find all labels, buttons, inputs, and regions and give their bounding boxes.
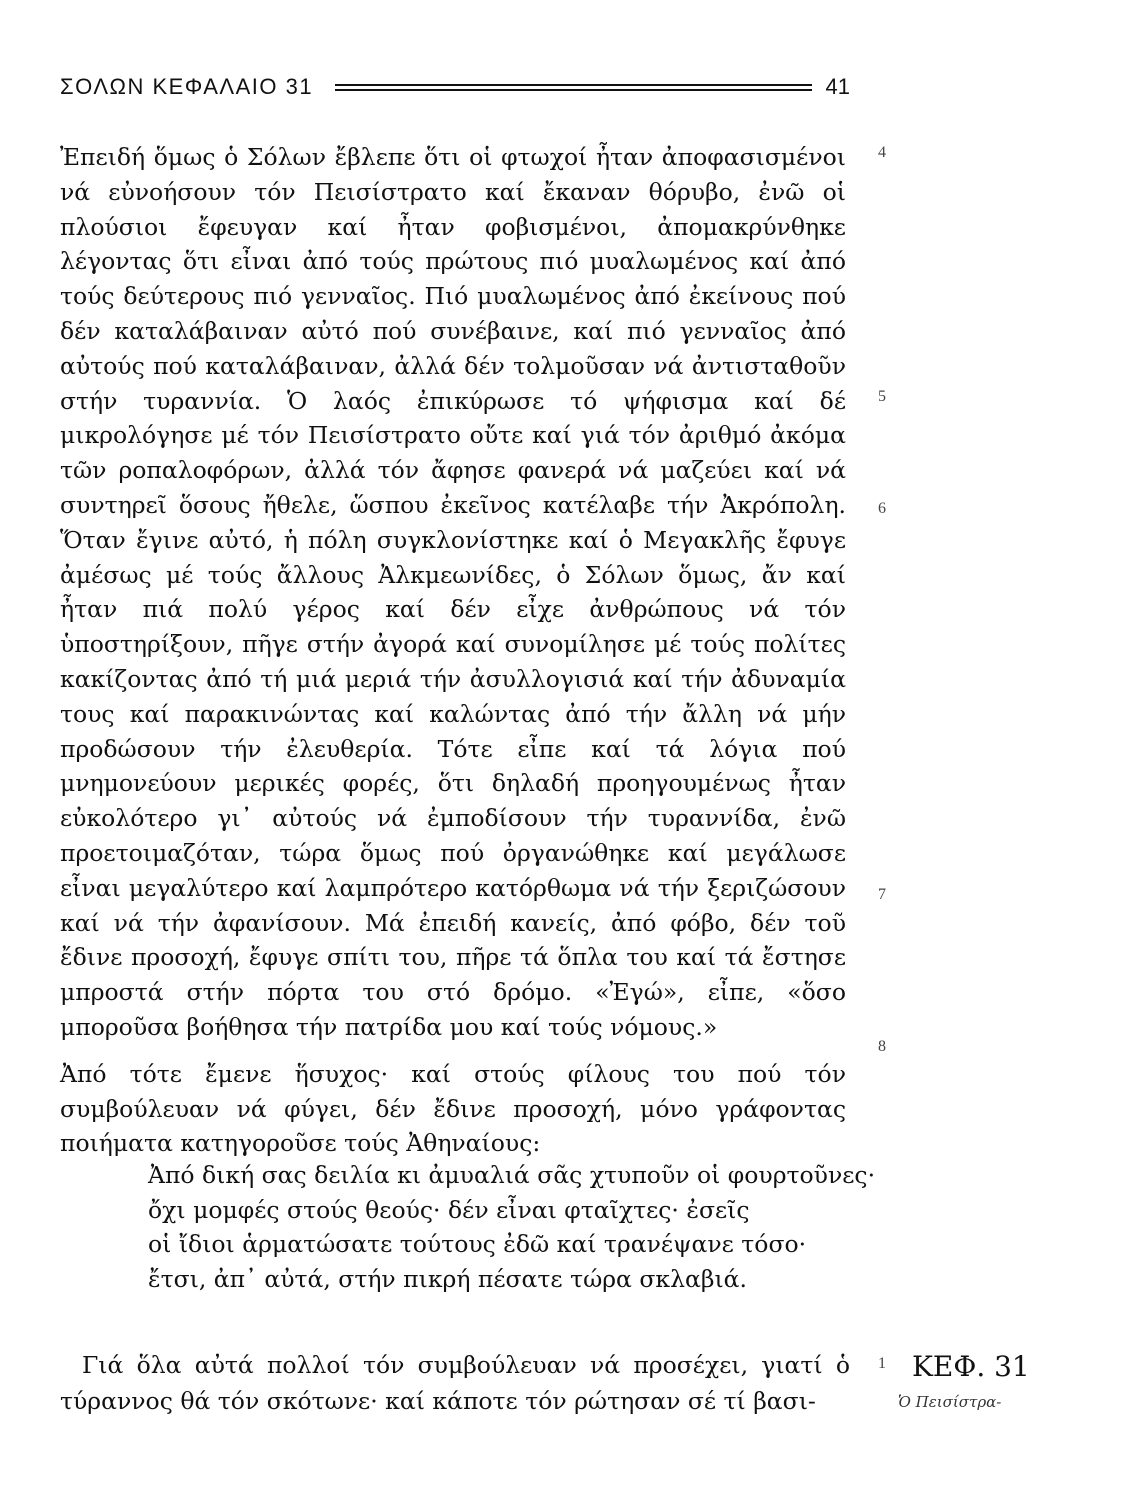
paragraph-2: Ἀπό τότε ἔμενε ἥσυχος· καί στούς φίλους του πού τόν συμβούλευαν νά φύγει, δέν ἔδινε προσοχή, μόνο γράφοντας ποιήματα κατηγοροῦσε τούς Ἀθηναίους: xyxy=(60,1059,846,1158)
margin-number-4: 4 xyxy=(878,144,886,161)
chapter-31-text xyxy=(60,1347,850,1419)
verse-line: οἱ ἴδιοι ἁρματώσατε τούτους ἐδῶ καί τρανέψανε τόσο· xyxy=(148,1230,807,1259)
running-header xyxy=(60,70,850,104)
verse-line: Ἀπό δική σας δειλία κι ἀμυαλιά σᾶς χτυποῦν οἱ φουρτοῦνες· xyxy=(148,1161,876,1189)
chapter-subtitle: Ὁ Πεισίστρα- xyxy=(898,1393,1002,1411)
margin-number-8: 8 xyxy=(878,1038,886,1055)
verse-line: ὄχι μομφές στούς θεούς· δέν εἶναι φταῖχτες· ἐσεῖς xyxy=(148,1195,750,1224)
chapter-label: ΚΕΦ. 31 xyxy=(912,1350,1030,1383)
paragraph-1: Ἐπειδή ὅμως ὁ Σόλων ἔβλεπε ὅτι οἱ φτωχοί ἦταν ἀποφασισμένοι νά εὐνοήσουν τόν Πεισίστρατο καί ἔκαναν θόρυβο, ἐνῶ οἱ πλούσιοι ἔφευγαν καί ἦταν φοβισμένοι, ἀπομακρύνθηκε λέγοντας ὅτι εἶναι ἀπό τούς πρώτους πιό μυαλωμένος καί ἀπό τούς δεύτερους πιό γενναῖος. Πιό μυαλωμένος ἀπό ἐκείνους πού δέν καταλάβαιναν αὐτό πού συνέβαινε, καί πιό γενναῖος ἀπό αὐτούς πού καταλάβαιναν, ἀλλά δέν τολμοῦσαν νά ἀντισταθοῦν στήν τυραννία. Ὁ λαός ἐπικύρωσε τό ψήφισμα καί δέ μικρολόγησε μέ τόν Πεισίστρατο οὔτε καί γιά τόν ἀριθμό ἀκόμα τῶν ροπαλοφόρων, ἀλλά τόν ἄφησε φανερά νά μαζεύει καί νά συντηρεῖ ὅσους ἤθελε, ὥσπου ἐκεῖνος κατέλαβε τήν Ἀκρόπολη. Ὅταν ἔγινε αὐτό, ἡ πόλη συγκλονίστηκε καί ὁ Μεγακλῆς ἔφυγε ἀμέσως μέ τούς ἄλλους Ἀλκμεωνίδες, ὁ Σόλων ὅμως, ἄν καί ἦταν πιά πολύ γέρος καί δέν εἶχε ἀνθρώπους νά τόν ὑποστηρίξουν, πῆγε στήν ἀγορά καί συνομίλησε μέ τούς πολίτες κακίζοντας ἀπό τή μιά μεριά τήν ἀσυλλογισιά καί τήν ἀδυναμία τους καί παρακινώντας καί καλώντας ἀπό τήν ἄλλη νά μήν προδώσουν τήν ἐλευθερία. Τότε εἶπε καί τά λόγια πού μνημονεύουν μερικές φορές, ὅτι δηλαδή προηγουμένως ἦταν εὐκολότερο γι᾿ αὐτούς νά ἐμποδίσουν τήν τυραννίδα, ἐνῶ προετοιμαζόταν, τώρα ὅμως πού ὀργανώθηκε καί μεγάλωσε εἶναι μεγαλύτερο καί λαμπρότερο κατόρθωμα νά τήν ξεριζώσουν καί νά τήν ἀφανίσουν. Μά ἐπειδή κανείς, ἀπό φόβο, δέν τοῦ ἔδινε προσοχή, ἔφυγε σπίτι του, πῆρε τά ὅπλα του καί τά ἔστησε μπροστά στήν πόρτα του στό δρόμο. «Ἐγώ», εἶπε, «ὅσο μποροῦσα βοήθησα τήν πατρίδα μου καί τούς νόμους.» xyxy=(60,143,846,1041)
margin-number-5: 5 xyxy=(878,388,886,405)
verse-line: ἔτσι, ἀπ᾿ αὐτά, στήν πικρή πέσατε τώρα σκλαβιά. xyxy=(148,1264,748,1293)
main-text xyxy=(60,140,846,1161)
verse-block xyxy=(148,1158,876,1296)
margin-number-7: 7 xyxy=(878,886,886,903)
header-title: ΣΟΛΩΝ ΚΕΦΑΛΑΙΟ 31 xyxy=(60,74,314,99)
header-rule xyxy=(335,84,811,91)
page-number: 41 xyxy=(825,74,850,99)
chapter-31-paragraph: Γιά ὅλα αὐτά πολλοί τόν συμβούλευαν νά προσέχει, γιατί ὁ τύραννος θά τόν σκότωνε· καί κάποτε τόν ρώτησαν σέ τί βασι- xyxy=(60,1351,850,1415)
margin-number-1: 1 xyxy=(878,1355,886,1372)
margin-number-6: 6 xyxy=(878,500,886,517)
